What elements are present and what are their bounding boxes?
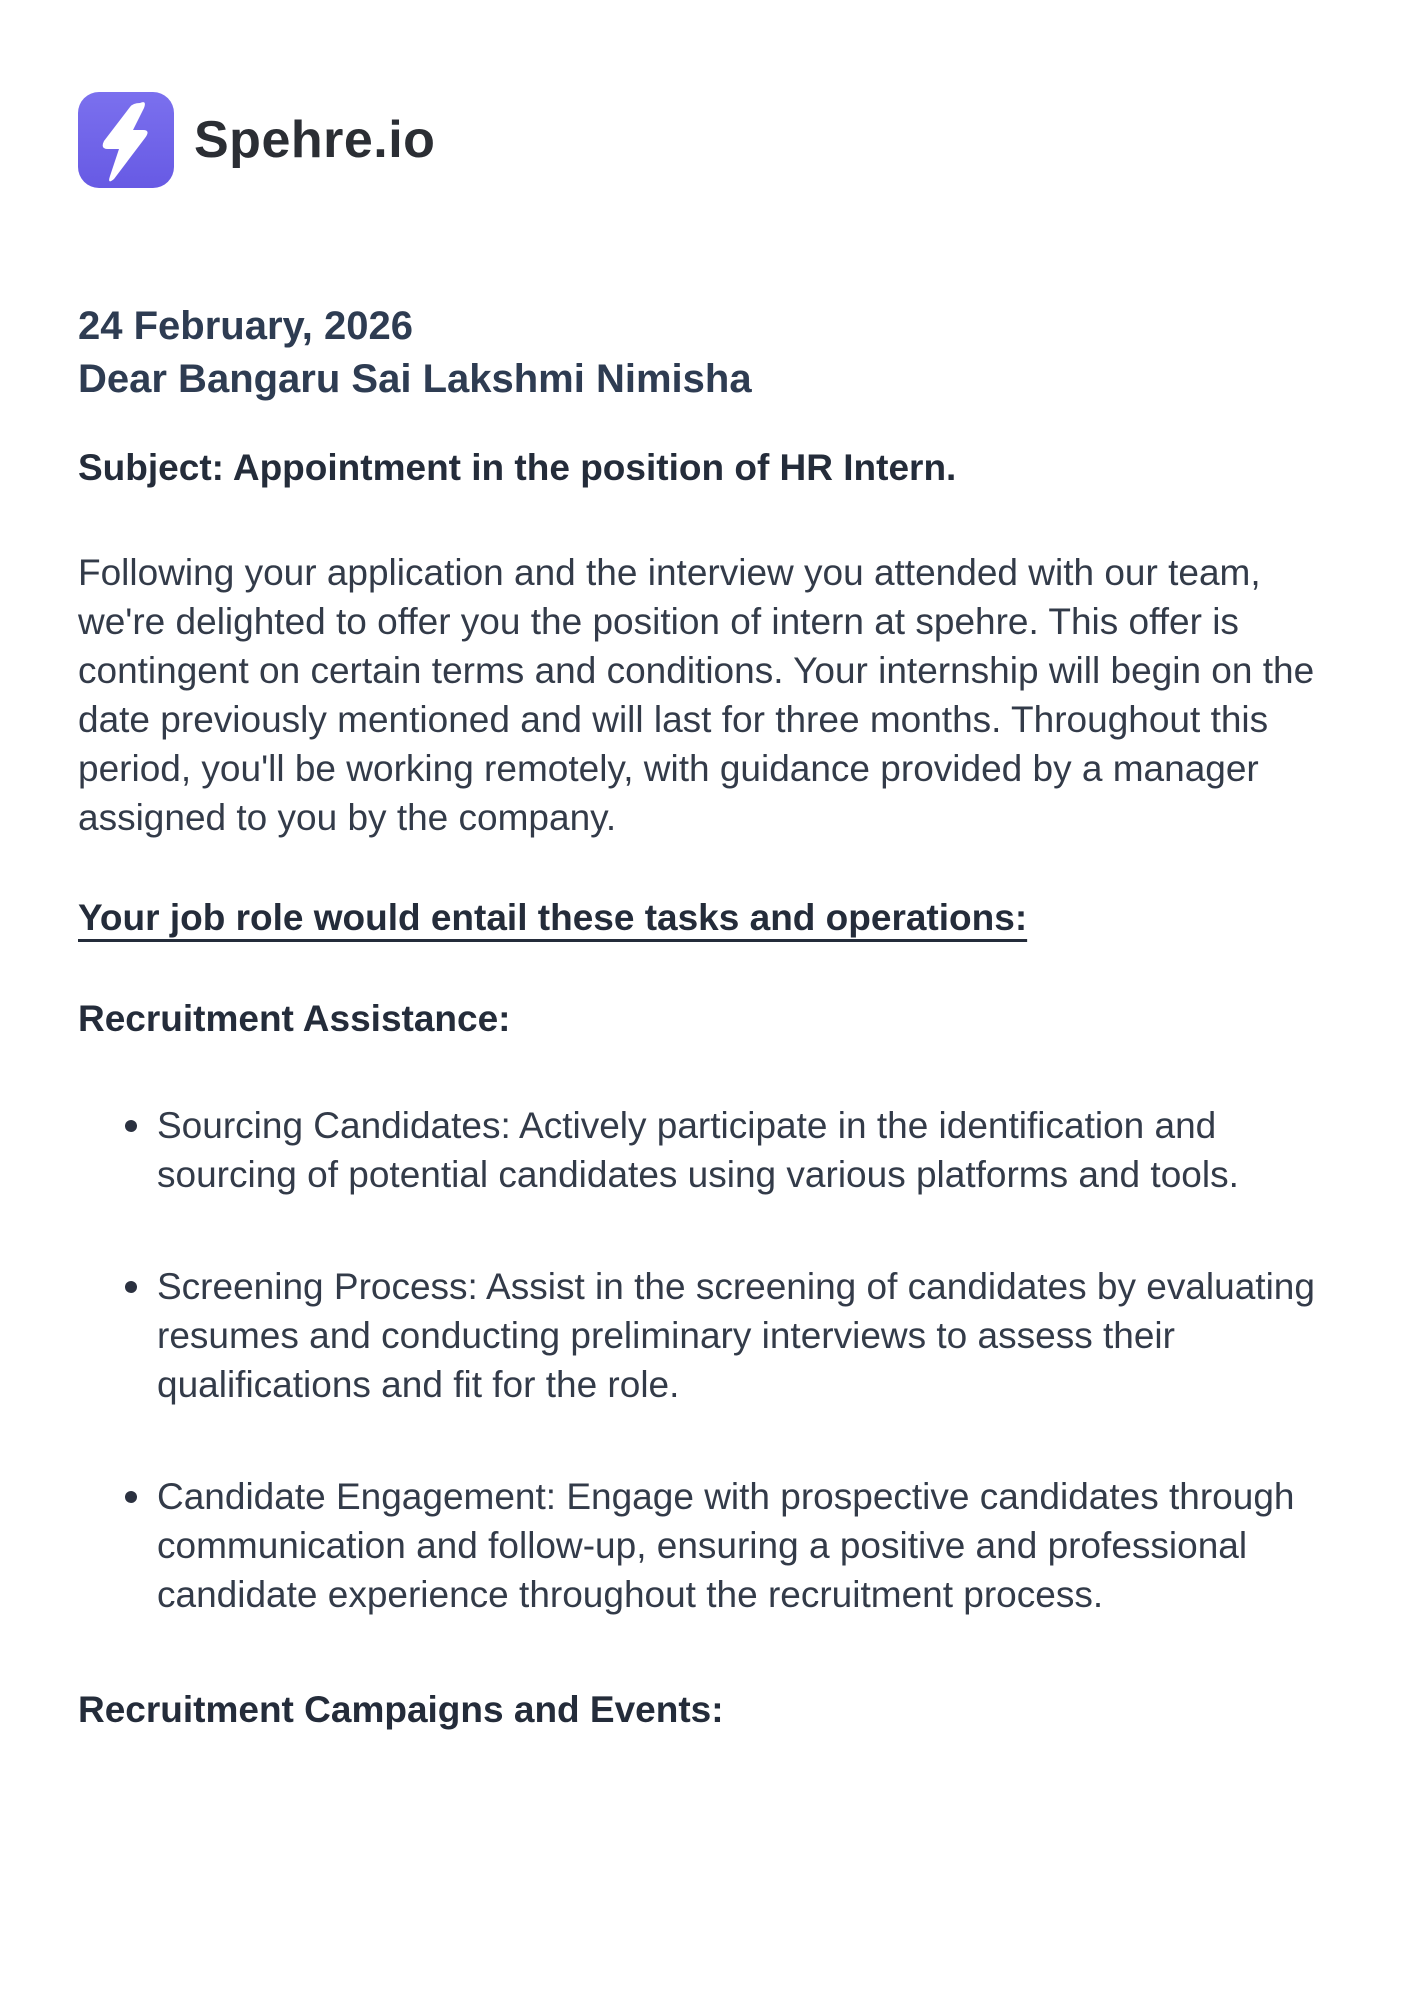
date-salutation-block [78, 300, 1346, 406]
letter-salutation: Dear Bangaru Sai Lakshmi Nimisha [78, 357, 752, 401]
list-item-text: Sourcing Candidates: Actively participate in the identification and sourcing of potential candidates using various platforms and tools. [157, 1105, 1239, 1195]
bullet-dot [125, 1491, 137, 1503]
subject-line: Subject: Appointment in the position of HR Intern. [78, 447, 957, 488]
brand-name: Spehre.io [194, 111, 436, 169]
letter-date: 24 February, 2026 [78, 304, 414, 348]
recruitment-assistance-list [78, 1101, 1346, 1619]
s-bolt-icon [78, 92, 174, 188]
bullet-dot [125, 1120, 137, 1132]
list-item [78, 1472, 1346, 1619]
list-item [78, 1262, 1346, 1409]
list-item-text: Candidate Engagement: Engage with prospective candidates through communication and follow-up, ensuring a positive and professional candidate experience throughout the recruitment process. [157, 1476, 1295, 1615]
intro-paragraph: Following your application and the interview you attended with our team, we're delighted to offer you the position of intern at spehre. This offer is contingent on certain terms and conditions. Your internship will begin on the date previously mentioned and will last for three months. Throughout this period, you'll be working remotely, with guidance provided by a manager assigned to you by the company. [78, 552, 1315, 838]
section-heading-recruitment-campaigns: Recruitment Campaigns and Events: [78, 1689, 724, 1730]
list-item [78, 1101, 1346, 1199]
section-heading-recruitment-assistance: Recruitment Assistance: [78, 998, 511, 1039]
tasks-heading: Your job role would entail these tasks and operations: [78, 897, 1028, 938]
bullet-dot [125, 1281, 137, 1293]
letter-content [78, 0, 1346, 1734]
list-item-text: Screening Process: Assist in the screening of candidates by evaluating resumes and conducting preliminary interviews to assess their qualifications and fit for the role. [157, 1266, 1315, 1405]
brand-logo [78, 0, 1346, 188]
